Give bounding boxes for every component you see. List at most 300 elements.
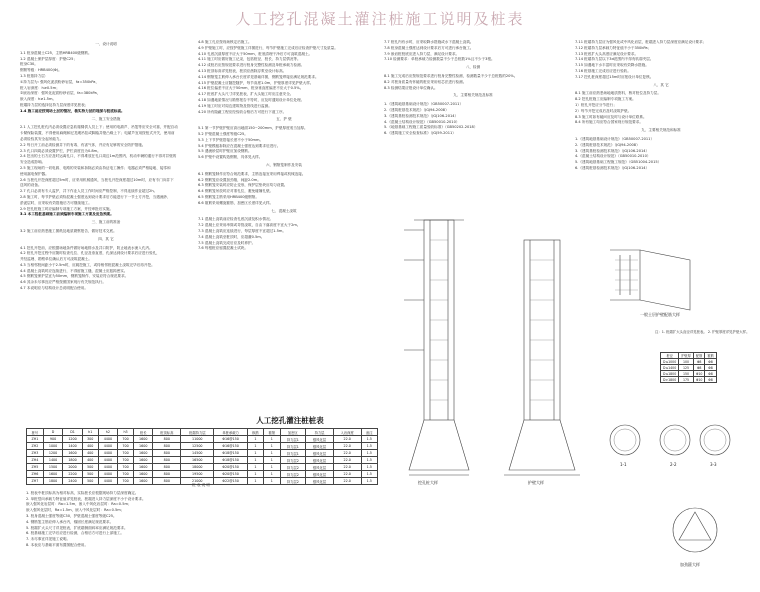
section-heading: 八、其 它 — [653, 82, 669, 87]
table-cell: 1 — [264, 443, 280, 450]
section-lines — [20, 246, 192, 292]
table-cell: 1200 — [63, 436, 82, 443]
table-cell: 700 — [118, 464, 134, 471]
text-line: 6. 桩基础施工完毕后应进行检测，合格后方可进行上部施工。 — [26, 531, 125, 536]
section-heading: 八、检测 — [465, 65, 481, 70]
text-line: 7.14 桩端持力层以下3d范围内不得有软弱夹层。 — [575, 57, 654, 62]
text-line: 2.6 当桩孔开挖深度超过5m时，应采用机械通风，当桩孔开挖深度超过10m时，应有专门向井下 — [20, 177, 174, 182]
table-cell: 4400 — [98, 436, 117, 443]
table-cell: 400 — [82, 450, 98, 457]
table-cell: 强风化层 — [306, 443, 334, 450]
table-cell: 22.0 — [333, 450, 361, 457]
table-cell: 1.5 — [361, 478, 377, 485]
text-line: ②嵌岩深度：强风化泥质粉砂岩层，fa=380kPa， — [20, 91, 101, 96]
text-line: 4.4 混凝土浇筑时应连续进行，不得留施工缝，混凝土应振捣密实。 — [20, 268, 128, 273]
text-line: 使用漏电保护器。 — [20, 171, 49, 176]
section-1-1 — [605, 420, 645, 460]
table-cell: D>1800 — [661, 377, 679, 383]
table-cell: 1 — [247, 464, 263, 471]
text-line: 5.3 上下节护壁搭接长度不小于50mm。 — [198, 137, 264, 142]
table-cell: 1 — [264, 471, 280, 478]
text-line: 桩端持力层的选择及持力层深度详见桩表； — [20, 102, 89, 107]
table-header-cell: 桩长 — [134, 429, 153, 436]
table-notes-heading: 桩 表 说 明 — [192, 483, 210, 487]
section-3-3 — [695, 420, 735, 460]
reinforcement-table — [660, 352, 717, 383]
text-line: 8.3 检测结果应报设计单位确认。 — [384, 85, 438, 90]
table-cell: Φ8 — [705, 377, 716, 383]
text-line: 8.3 施工时如有疑问应及时与设计单位联系。 — [575, 114, 647, 119]
table-header-cell: 纵筋 — [247, 429, 263, 436]
table-cell: 19500 — [181, 471, 214, 478]
text-line: 1）桩孔开挖应分节进行； — [575, 102, 617, 107]
section-heading: 九、主要相关规范和标准 — [641, 128, 681, 133]
table-cell: 持力层1 — [280, 443, 306, 450]
text-line: 6.2 钢筋笼应设置加劲箍，间距2.0m。 — [198, 177, 261, 182]
text-line: 2.3 孔口四周必须设置护栏，护栏高度宜为0.8m。 — [20, 148, 101, 153]
table-cell: 300 — [82, 436, 98, 443]
table-cell: 900 — [43, 436, 62, 443]
text-line: 7. 未尽事宜详见施工说明。 — [26, 537, 71, 542]
table-cell: 1 — [264, 464, 280, 471]
text-line: 7.7 桩孔内有水时，应采取降水措施或水下混凝土浇筑。 — [384, 40, 474, 44]
table-cell: Φ16@150 — [214, 443, 247, 450]
table-cell: 22.0 — [333, 457, 361, 464]
text-line: 安全造成影响。 — [20, 160, 46, 165]
text-line: 卡紧保险装置，不得使用麻绳和尼龙绳吊挂或脚踏井壁凸缘上下；电葫芦宜用按钮式开关，使用前 — [20, 131, 175, 136]
table-cell: Φ20@150 — [214, 464, 247, 471]
section-lines — [575, 91, 747, 126]
text-line: 送风的设备。 — [20, 183, 42, 188]
table-cell: 强风化层 — [306, 450, 334, 457]
table-cell: 16500 — [181, 457, 214, 464]
section-caption: 3-3 — [710, 462, 717, 467]
text-line: 2.9 挖孔桩施工时应编制专项施工方案，并经审批后实施。 — [20, 206, 114, 211]
text-line: 嵌入强风化层时，Ra=1.5m，嵌入中风化层时：Ra=0.5m； — [26, 508, 125, 513]
table-cell: 1.5 — [361, 450, 377, 457]
table-cell: D≤1800 — [661, 371, 679, 377]
section-lines — [198, 217, 370, 252]
table-cell: 4400 — [98, 478, 117, 485]
text-line: 4.7 本说明应与结构设计总说明配合使用。 — [20, 286, 88, 291]
table-header-cell: 箍筋 — [705, 353, 716, 359]
section-lines — [198, 172, 370, 207]
table-cell: 700 — [118, 436, 134, 443]
table-cell: 700 — [118, 450, 134, 457]
text-line: 2.4 挖出的土石方应及时运离孔口，不得堆放在孔口周边1m范围内，机动车辆的通行不得对井壁的 — [20, 154, 177, 159]
table-cell: 1 — [247, 478, 263, 485]
table-cell: ZH7 — [27, 478, 44, 485]
text-line: 2.1 人工挖孔桩孔内必须设置应急软爬梯供人员上下；使用的电葫芦、吊笼等应安全可靠，并配自动 — [20, 125, 178, 130]
table-cell: 4400 — [98, 450, 117, 457]
table-cell: 1600 — [43, 471, 62, 478]
table-cell: Φ8 — [693, 359, 705, 365]
text-line: 8. 本表应与基础平面布置图配合使用。 — [26, 542, 89, 547]
section-caption: 1-1 — [620, 462, 627, 467]
table-cell: 22.0 — [333, 471, 361, 478]
table-row — [661, 377, 717, 383]
text-line: 1.《建筑地基基础设计规范》（GB50007-2011） — [575, 136, 655, 141]
text-line: 6.《建筑桩基检测技术规范》（JGJ106-2014） — [575, 165, 650, 170]
text-line: 1. 桩表中桩顶标高为相对标高，实际桩长应根据现场持力层深度确定。 — [26, 490, 139, 495]
table-header-cell: 桩顶标高 — [153, 429, 181, 436]
table-cell: 1600 — [134, 443, 153, 450]
page-title: 人工挖孔混凝土灌注桩施工说明及桩表 — [235, 10, 525, 28]
text-line: 1.2 混凝土保护层厚度：护壁C25； — [20, 56, 78, 61]
table-cell: Φ8 — [705, 365, 716, 371]
table-cell: 强风化层 — [306, 436, 334, 443]
table-cell: 700 — [118, 471, 134, 478]
table-cell: 1500 — [43, 464, 62, 471]
text-line: 嵌入深度：h≥1.5m。 — [20, 97, 57, 102]
table-cell: 强风化层 — [306, 471, 334, 478]
text-line: 7.11 桩端持力层应为强风化或中风化岩层，桩端进入持力层深度应满足设计要求； — [575, 40, 707, 44]
text-line: 3.2 施工前应熟悉施工图纸及地质勘察报告，做好技术交底。 — [20, 228, 117, 233]
table-row — [27, 471, 378, 478]
table-row — [27, 464, 378, 471]
table-header-cell: h1 — [82, 429, 98, 436]
table-cell: 800 — [153, 436, 181, 443]
table-cell: 1.5 — [361, 436, 377, 443]
table-cell: 22.0 — [333, 443, 361, 450]
table-cell: 持力层2 — [280, 457, 306, 464]
table-cell: 14500 — [181, 450, 214, 457]
text-line: 7.12 桩端持力层承载力特征值不小于350kPa； — [575, 45, 652, 50]
table-cell: 1800 — [43, 478, 62, 485]
text-line: 4.16 桩位偏差不应大于50mm，桩身垂直度偏差不应大于0.5%。 — [198, 86, 304, 91]
section-lines — [575, 40, 747, 81]
text-line: 4.20 所有隐蔽工程应经验收合格后方可进行下道工序。 — [198, 109, 287, 114]
section-heading: 四、其 它 — [98, 236, 114, 241]
text-line: 1.3 桩基持力层： — [20, 73, 49, 78]
small-note: 注：1. 桩端扩大头直径详见桩表。 2. 护壁厚度详见护壁大样。 — [655, 330, 750, 334]
table-cell: 1400 — [63, 443, 82, 450]
table-cell: Φ18@150 — [214, 457, 247, 464]
table-cell: 800 — [153, 450, 181, 457]
section-heading: 二、施工安全措施 — [91, 116, 121, 121]
table-cell: Φ10 — [693, 371, 705, 377]
table-header-cell: h3 — [118, 429, 134, 436]
text-line: 嵌入强风化岩层时：Ra=1.5m，嵌入中风化岩层时：Ra=0.5m； — [26, 502, 132, 507]
table-cell: 2000 — [63, 464, 82, 471]
table-cell: 1 — [264, 478, 280, 485]
table-cell: 持力层2 — [280, 471, 306, 478]
table-cell: 800 — [153, 471, 181, 478]
table-cell: 500 — [82, 464, 98, 471]
text-line: 4.15 护壁混凝土应随挖随护，每节高度1.0m，护壁厚度详见护壁大样。 — [198, 80, 314, 85]
table-cell: 22.0 — [333, 464, 361, 471]
table-cell: 1800 — [63, 457, 82, 464]
section-heading: 六、钢筋笼制作及安装 — [266, 162, 302, 167]
text-line: 7.17 挖孔桩深度超过15m时应报设计单位复核。 — [575, 74, 654, 79]
table-row — [27, 436, 378, 443]
text-line: 3.《建筑基桩检测技术规范》（JGJ106-2014） — [384, 113, 459, 118]
section-lines — [20, 229, 192, 235]
text-line: 7.1 混凝土浇筑前应检查孔底沉渣及积水情况。 — [198, 217, 274, 222]
table-cell: ZH5 — [27, 464, 44, 471]
table-cell: 800 — [153, 478, 181, 485]
text-line: 2.7 孔口必须有专人监护，井下作业人员工作时间应严格控制，不得连续作业超过2h。 — [20, 189, 158, 194]
table-cell: 175 — [679, 377, 694, 383]
table-cell: 22.0 — [333, 478, 361, 485]
text-line: 4.10 孔底沉渣厚度不应大于50mm，桩底清理干净后方可浇筑混凝土。 — [198, 51, 313, 56]
table-cell: 1600 — [134, 436, 153, 443]
text-line: 桩身C30。 — [20, 62, 38, 67]
text-line: 7.6 每根桩应留置混凝土试块。 — [198, 246, 248, 251]
table-cell: Φ16@150 — [214, 436, 247, 443]
table-cell: 1000 — [43, 443, 62, 450]
table-cell: 1 — [247, 450, 263, 457]
table-cell: 4400 — [98, 471, 117, 478]
table-cell: 4400 — [98, 457, 117, 464]
text-line: 4.17 桩底扩大头尺寸详见桩表，扩大头施工时应注意安全。 — [198, 92, 294, 97]
table-header-cell: 入岩深度 — [333, 429, 361, 436]
section-heading: 九、主要相关规范及标准 — [453, 93, 493, 98]
stirrup-caption: 加劲箍大样 — [680, 562, 700, 567]
table-cell: 1600 — [63, 450, 82, 457]
table-row — [661, 353, 717, 359]
section-lines — [20, 51, 192, 109]
table-cell: 1600 — [134, 457, 153, 464]
text-line: 5.《建筑地基基础工程施工规范》（GB51004-2015） — [575, 160, 662, 165]
text-line: 4.18 如遇地质情况与勘察报告不符时，应及时通知设计单位处理。 — [198, 97, 305, 102]
stirrup-detail — [665, 500, 725, 560]
table-cell: Φ18@150 — [214, 450, 247, 457]
table-row — [27, 457, 378, 464]
text-line: 4.9 护壁施工时，应按护壁施工详图进行，每节护壁施工完成后应检查护壁尺寸及质量。 — [198, 45, 338, 50]
table-cell: 1600 — [134, 478, 153, 485]
table-header-cell: 桩号 — [27, 429, 44, 436]
text-line: 5. 桩端扩大头尺寸详见桩表，扩底端侧面斜率应满足规范要求。 — [26, 525, 128, 530]
table-cell: 1 — [247, 457, 263, 464]
table-row — [27, 450, 378, 457]
notes-column-3 — [384, 40, 562, 137]
table-cell: ZH2 — [27, 443, 44, 450]
table-cell: 1 — [247, 471, 263, 478]
text-line: 6.5 钢筋笼主筋采用HRB400级钢筋。 — [198, 194, 259, 199]
table-cell: 700 — [118, 478, 134, 485]
table-cell: ZH1 — [27, 436, 44, 443]
table-cell: 持力层1 — [280, 450, 306, 457]
table-cell: 18000 — [181, 464, 214, 471]
table-cell: 150 — [679, 371, 694, 377]
table-cell: D≤1000 — [661, 359, 679, 365]
text-line: 2.8 施工时，每节护壁必须待混凝土强度达到设计要求后方能进行下一节土方开挖，当遇流砂、 — [20, 194, 171, 199]
table-cell: 700 — [118, 443, 134, 450]
text-line: 7.2 混凝土应采用串筒或导管浇筑，自由下落高度不宜大于2m。 — [198, 223, 301, 228]
table-cell: 800 — [153, 443, 181, 450]
text-line: 7.13 桩底扩大头高度应满足设计要求。 — [575, 51, 639, 56]
text-line: 4.11 施工时应做好施工记录，包括桩径、桩长、持力层情况等。 — [198, 57, 301, 62]
text-line: 4.5 钢筋笼保护层宜为50mm，钢筋笼制作、安装应符合规范要求。 — [20, 274, 129, 279]
text-line: 5.6 护壁中设置构造钢筋，具体见大样。 — [198, 155, 263, 160]
text-line: 7.10 检测要求：单桩承载力检测数量不少于总桩数1%且不少于3根。 — [384, 57, 495, 62]
text-line: 8.2 对桩身质量有怀疑的桩应采用钻芯法进行检测。 — [384, 79, 467, 84]
table-cell: 11000 — [181, 436, 214, 443]
table-cell: 800 — [153, 464, 181, 471]
text-line: 5.《地基基础工程施工质量验收标准》（GB50202-2018） — [384, 125, 478, 130]
table-cell: 100 — [679, 359, 694, 365]
text-line: 2）每节开挖完成后及时浇筑护壁。 — [575, 108, 632, 113]
table-cell: ZH4 — [27, 457, 44, 464]
text-line: 8.1 施工前应熟悉场地地质资料，核对桩位及持力层。 — [575, 91, 661, 96]
table-cell: 125 — [679, 365, 694, 371]
text-line: 必须检验其安全起吊能力。 — [20, 136, 64, 141]
section-lines — [575, 137, 747, 172]
pile-detail-caption: 挖孔桩大样 — [418, 480, 438, 485]
text-line: 7.5 混凝土浇筑完成后应及时养护。 — [198, 240, 256, 245]
text-line: 4.13 桩顶标高详见桩表，桩顶应凿除浮浆至设计标高。 — [198, 68, 287, 73]
text-line: 5.2 护壁混凝土强度等级C25。 — [198, 131, 248, 136]
text-line: 2.《建筑桩基技术规范》（JGJ94-2008） — [384, 107, 449, 112]
notes-column-2 — [198, 40, 370, 252]
table-cell: 1 — [247, 436, 263, 443]
pile-detail-drawing-right — [494, 230, 594, 510]
text-line: 4.2 桩孔开挖过程中应随时检查孔位、孔径及垂直度，孔深达到设计要求后应进行验孔， — [20, 251, 160, 256]
section-heading: 三、施工前的准备 — [91, 220, 121, 225]
wall-detail-drawing — [600, 240, 750, 320]
table-cell: 500 — [82, 478, 98, 485]
table-cell: 1.5 — [361, 457, 377, 464]
section-lines — [384, 74, 562, 91]
table-cell: 4400 — [98, 464, 117, 471]
table-header-cell: 加密区 — [280, 429, 306, 436]
table-cell: 1 — [264, 457, 280, 464]
text-line: 7.4 混凝土浇筑至桩顶时，应超灌0.5m。 — [198, 234, 265, 239]
notes-column-4 — [575, 40, 747, 172]
table-cell: 1 — [264, 450, 280, 457]
table-cell: 强风化层 — [306, 478, 334, 485]
table-header-cell: 桩径 — [661, 353, 679, 359]
table-cell: Φ8 — [705, 359, 716, 365]
table-cell: 2400 — [63, 478, 82, 485]
text-line: 4.《混凝土结构设计规范》（GB50010-2010） — [384, 119, 460, 124]
table-cell: ZH6 — [27, 471, 44, 478]
table-cell: 400 — [82, 443, 98, 450]
section-lines — [384, 40, 562, 63]
table-cell: 22.0 — [333, 436, 361, 443]
text-line: 5.1 第一节护壁护壁应高出地面150~200mm，护壁厚度适当加厚。 — [198, 126, 308, 131]
table-cell: 1200 — [43, 450, 62, 457]
pile-detail-drawing-left — [384, 200, 494, 500]
text-line: ①持力层为: 强风化泥质粉砂岩层，fa=350kPa， — [20, 79, 100, 84]
table-cell: Φ8 — [705, 371, 716, 377]
table-cell: Φ20@150 — [214, 471, 247, 478]
table-cell: 1600 — [134, 464, 153, 471]
table-cell: Φ10 — [693, 377, 705, 383]
table-header-cell: 配筋 — [693, 353, 705, 359]
text-line: 4. 钢筋笼主筋应伸入承台内，锚固长度满足规范要求。 — [26, 519, 114, 524]
table-notes-lines — [26, 491, 376, 549]
table-cell: 持力层2 — [280, 464, 306, 471]
section-heading: 一、设计说明 — [95, 42, 117, 46]
text-line: 4.12 成桩后应按规范要求进行桩身完整性检测及单桩承载力检测。 — [198, 63, 305, 68]
text-line: 4.1 挖孔开挖前，应根据场地条件做好场地排水及井口防护，防止地表水流入孔内。 — [20, 245, 153, 250]
table-cell: Φ8 — [693, 365, 705, 371]
text-line: 7.9 嵌岩桩桩底应进入持力层，满足设计要求。 — [384, 51, 460, 56]
text-line: 淤泥层时，应采取有效措施后方可继续施工。 — [20, 200, 92, 205]
text-line: 3.《建筑基桩检测技术规范》（JGJ106-2014） — [575, 148, 650, 153]
text-line: 2. 单桩竖向承载力特征值详见桩表，桩端进入持力层深度不小于设计要求。 — [26, 496, 146, 501]
table-cell: 持力层1 — [280, 436, 306, 443]
table-cell: Φ22@150 — [214, 478, 247, 485]
text-line: 4.19 施工时应对周边建筑物及管线进行监测。 — [198, 103, 272, 108]
text-line: 8.1 施工完成后应按规范要求进行桩身完整性检测，检测数量不少于总桩数的20%。 — [384, 73, 518, 78]
text-line: 2.5 施工现场的一切电源、电路的安装和拆除必须由持证电工操作；电器必须严格接地、接零和 — [20, 165, 171, 170]
section-caption: 2-2 — [670, 462, 677, 467]
table-cell: D≤1400 — [661, 365, 679, 371]
text-line: 4.6 其余未尽事宜应严格按照国家现行有关规范执行。 — [20, 280, 106, 285]
text-line: 7.15 如遇地下水丰富时应采取有效降水措施。 — [575, 63, 649, 68]
text-line: 6.1 钢筋笼制作应符合规范要求，主筋连接宜采用焊接或机械连接。 — [198, 171, 306, 176]
text-line: 6.《建筑施工安全检查标准》（JGJ59-2011） — [384, 131, 456, 136]
text-line: 6.3 钢筋笼安装时应防止变形，保护层垫块应均匀设置。 — [198, 183, 288, 188]
table-header-cell: 备注 — [361, 429, 377, 436]
text-line: 8.2 挖孔桩施工应编制专项施工方案。 — [575, 97, 636, 102]
table-cell: 1.5 — [361, 464, 377, 471]
text-line: 4.8 施工孔应按现场核定后施工。 — [198, 40, 252, 44]
table-header-cell: 箍筋 — [264, 429, 280, 436]
table-cell: 800 — [153, 457, 181, 464]
text-line: 桩入岩深度：h≥0.5m； — [20, 85, 60, 90]
table-cell: 400 — [82, 457, 98, 464]
table-cell: 持力层2 — [280, 478, 306, 485]
bold-note: 3.1 本工程桩基础施工前须编制专项施工方案及应急预案。 — [20, 212, 114, 217]
section-lines — [20, 125, 192, 212]
table-cell: 1.5 — [361, 443, 377, 450]
table-cell: 1 — [247, 443, 263, 450]
text-line: 3. 桩身混凝土强度等级C30，护壁混凝土强度等级C25。 — [26, 513, 117, 518]
text-line: 4.《混凝土结构设计规范》（GB50010-2010） — [575, 154, 651, 159]
text-line: 并经监理、勘察单位确认后方可浇筑混凝土。 — [20, 257, 92, 262]
table-header-cell: D1 — [63, 429, 82, 436]
text-line: 4.14 钢筋笼主筋伸入承台长度详见基础详图，钢筋笼焊接应满足规范要求。 — [198, 74, 319, 79]
section-2-2 — [655, 420, 695, 460]
text-line: 6.4 钢筋笼吊放时应对准孔位，避免碰撞孔壁。 — [198, 189, 274, 194]
table-header-cell: 持力层 — [306, 429, 334, 436]
table-cell: 1 — [264, 436, 280, 443]
table-header-cell: 桩端持力层 — [181, 429, 214, 436]
text-line: 5.4 护壁模板拆除应在混凝土强度达到要求后进行。 — [198, 143, 281, 148]
section-lines — [198, 126, 370, 161]
section-heading: 七、混凝土浇筑 — [271, 208, 297, 213]
table-header-cell: h2 — [98, 429, 117, 436]
text-line: 5.5 遇流砂层时护壁应加设钢筋。 — [198, 149, 252, 154]
table-header-cell: 护壁厚 — [679, 353, 694, 359]
text-line: 2.2 每日开工前必须检测井下的有毒、有害气体，并应有足够的安全防护措施。 — [20, 142, 146, 147]
table-cell: 1400 — [43, 457, 62, 464]
table-cell: 500 — [82, 471, 98, 478]
table-cell: 1.5 — [361, 471, 377, 478]
table-header-cell: 单桩承载力 — [214, 429, 247, 436]
table-cell: 2200 — [63, 471, 82, 478]
wall-detail-caption: 一般土层护壁配筋大样 — [640, 312, 680, 317]
table-row — [27, 443, 378, 450]
section-lines — [198, 40, 370, 115]
table-cell: 强风化层 — [306, 457, 334, 464]
bold-note: 1.4 施工前应按现场土层的情况，核实持力层的埋深与桩底标高。 — [20, 108, 125, 113]
text-line: 钢筋等级：HRB400(Φ)。 — [20, 68, 62, 73]
table-notes — [26, 482, 376, 549]
text-line: 7.16 桩基施工完成后应进行验收。 — [575, 68, 631, 73]
text-line: 8.4 所有施工均应符合国家现行规范要求。 — [575, 120, 643, 125]
section-lines — [384, 102, 562, 137]
table-cell: 1600 — [134, 471, 153, 478]
notes-column-1 — [20, 40, 192, 292]
pile-table — [26, 428, 378, 485]
pile-table-title: 人工挖孔灌注桩桩表 — [256, 416, 324, 425]
text-line: 1.1 桩身混凝土C25，主筋HRB400级钢筋。 — [20, 50, 92, 55]
